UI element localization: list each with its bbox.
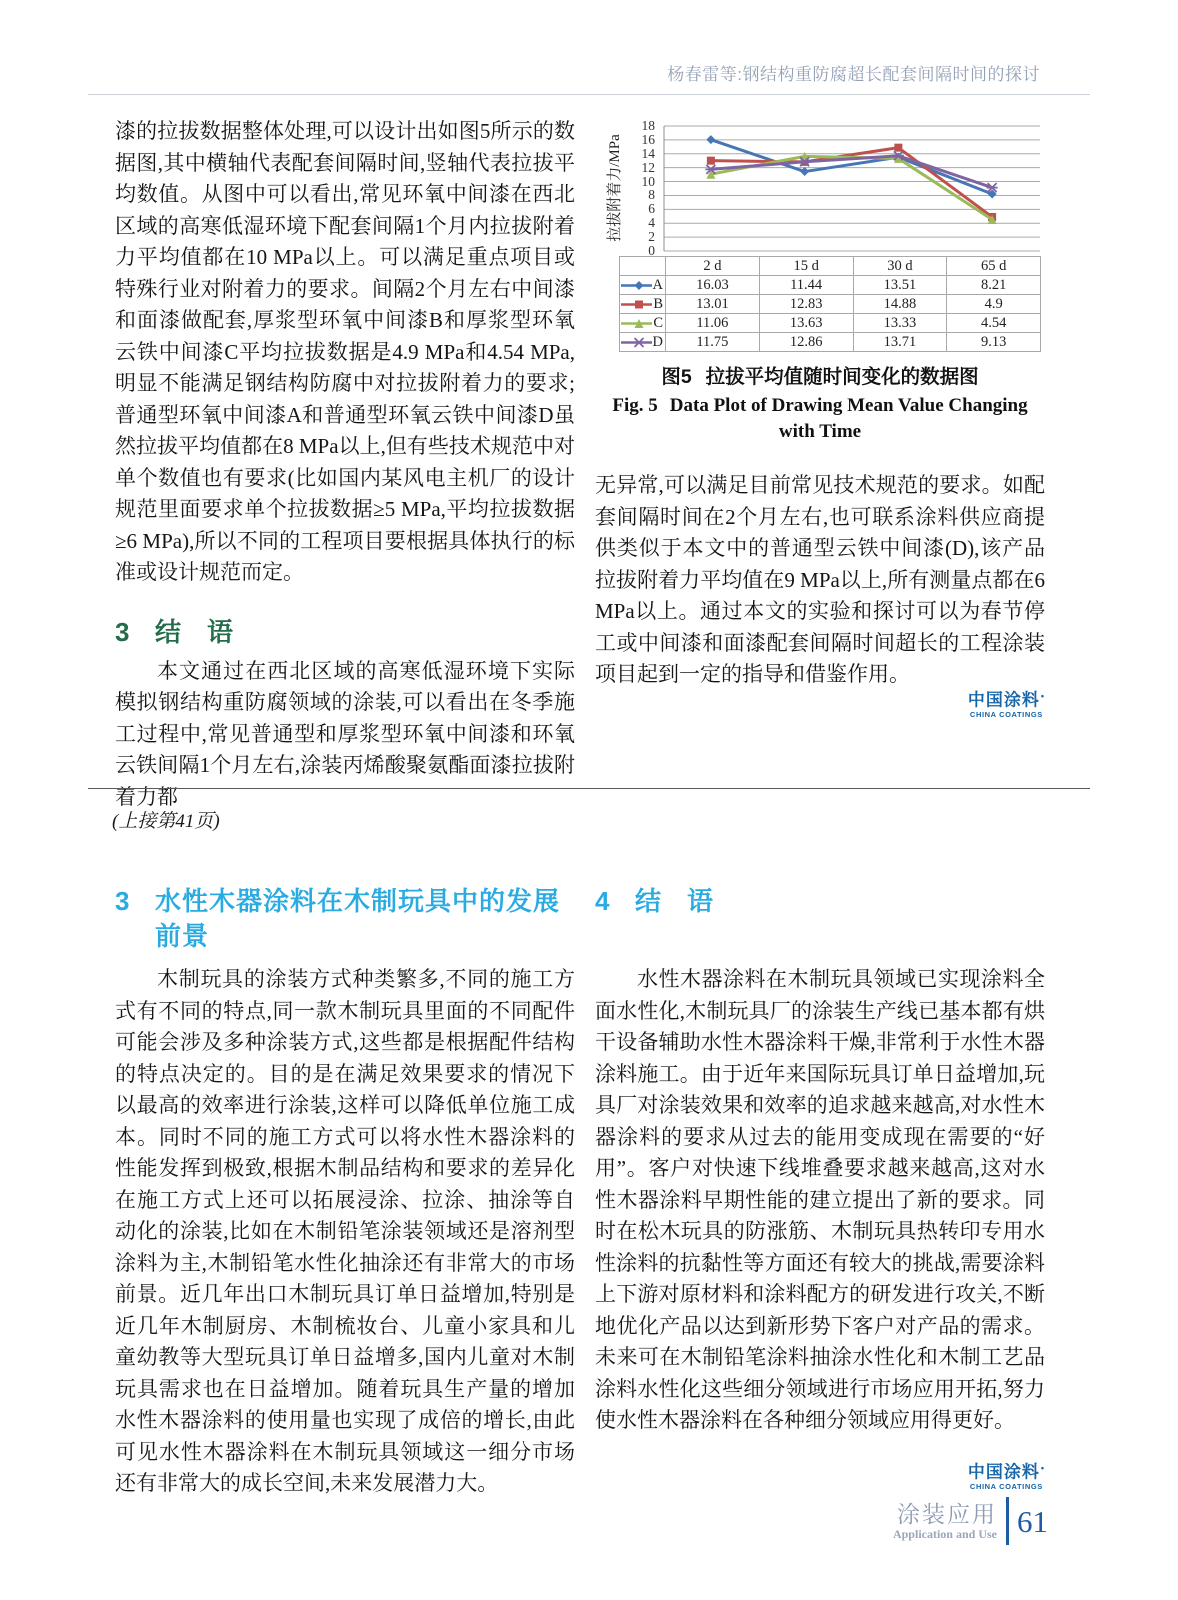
series-name: D — [652, 333, 663, 350]
value-cell: 4.54 — [947, 314, 1041, 333]
value-cell: 16.03 — [666, 276, 760, 295]
figure-caption-en-label: Fig. 5 — [612, 395, 658, 416]
value-cell: 13.63 — [759, 314, 853, 333]
journal-section-en: Application and Use — [892, 1527, 997, 1541]
legend-key-icon — [620, 279, 652, 292]
section-number: 3 — [115, 616, 130, 647]
heading-slot — [115, 884, 575, 964]
china-coatings-logo — [968, 687, 1045, 720]
legend-cell — [620, 314, 666, 333]
section-title: 结 语 — [155, 616, 234, 647]
logo-text-en: CHINA COATINGS — [969, 1482, 1043, 1492]
y-tick-label: 18 — [641, 118, 655, 133]
diamond-marker-icon — [706, 135, 715, 144]
body-paragraph: 水性木器涂料在木制玩具领域已实现涂料全面水性化,木制玩具厂的涂装生产线已基本都有烘干设备辅助水性木器涂料干燥,非常利于水性木器涂料施工。由于近年来国际玩具订单日益增加,玩具厂对涂装效果和效率的追求越来越高,对水性木器涂料的要求从过去的能用变成现在需要的“好用”。客户对快速下线堆叠要求越来越高,这对水性木器涂料早期性能的建立提出了新的要求。同时在松木玩具的防涨筋、木制玩具热转印专用水性涂料的抗黏性等方面还有较大的挑战,需要涂料上下游对原材料和涂料配方的研发进行攻关,不断地优化产品以达到新形势下客户对产品的需求。未来可在木制铅笔涂料抽涂水性化和木制工艺品涂料水性化这些细分领域进行市场应用开拓,努力使水性木器涂料在各种细分领域应用得更好。 — [595, 967, 1045, 1432]
figure-caption-cn — [595, 361, 1045, 389]
y-tick-label: 4 — [648, 215, 655, 231]
figure-caption-cn-label: 图5 — [661, 366, 692, 388]
legend-key-icon — [620, 336, 652, 349]
page-footer — [893, 1497, 1048, 1545]
journal-section-cn: 涂装应用 — [897, 1501, 997, 1527]
section-title: 水性木器涂料在木制玩具中的发展前景 — [155, 886, 561, 951]
square-marker-icon — [707, 157, 715, 165]
chart-y-axis-label: 拉拔附着力/MPa — [607, 134, 623, 242]
square-marker-icon — [635, 300, 643, 308]
value-cell: 12.86 — [759, 333, 853, 352]
value-cell: 11.06 — [666, 314, 760, 333]
body-paragraph: 无异常,可以满足目前常见技术规范的要求。如配套间隔时间在2个月左右,也可联系涂料供应商提供类似于本文中的普通型云铁中间漆(D),该产品拉拔附着力平均值在9 MPa以上,所有测量点都在6 MPa以上。通过本文的实验和探讨可以为春节停工或中间漆和面漆配套间隔时间超长的工程涂装项目起到一定的指导和借鉴作用。 — [595, 473, 1045, 686]
legend-key-icon — [620, 317, 652, 330]
value-cell: 11.44 — [759, 276, 853, 295]
value-cell: 13.51 — [853, 276, 947, 295]
chart-plot — [661, 116, 1041, 256]
section-heading-conclusion — [115, 614, 575, 650]
y-tick-label: 8 — [648, 187, 655, 203]
value-cell: 13.71 — [853, 333, 947, 352]
series-name: A — [652, 276, 663, 293]
article1-left-column — [115, 116, 575, 813]
value-cell: 8.21 — [947, 276, 1041, 295]
header-divider — [88, 94, 1090, 95]
figure5-chart — [595, 116, 1045, 256]
y-tick-label: 2 — [648, 229, 655, 245]
table-header-row — [620, 257, 1041, 276]
article2-right-column — [595, 884, 1045, 1494]
logo-mark-icon: • — [1040, 690, 1045, 701]
table-corner-cell — [620, 257, 666, 276]
table-row — [620, 276, 1041, 295]
value-cell: 4.9 — [947, 295, 1041, 314]
article2-left-column — [115, 884, 575, 1500]
heading-slot — [595, 884, 1045, 964]
legend-cell — [620, 333, 666, 352]
logo-mark-icon: • — [1040, 1462, 1045, 1473]
chart-y-axis-ticks — [631, 116, 658, 256]
x-marker-icon — [634, 338, 645, 347]
table-row — [620, 295, 1041, 314]
section-number: 3 — [115, 886, 130, 916]
value-cell: 13.01 — [666, 295, 760, 314]
body-paragraph: 木制玩具的涂装方式种类繁多,不同的施工方式有不同的特点,同一款木制玩具里面的不同配件可能会涉及多种涂装方式,这些都是根据配件结构的特点决定的。目的是在满足效果要求的情况下以最高的效率进行涂装,这样可以降低单位施工成本。同时不同的施工方式可以将水性木器涂料的性能发挥到极致,根据木制品结构和要求的差异化在施工方式上还可以拓展浸涂、拉涂、抽涂等自动化的涂装,比如在木制铅笔涂装领域还是溶剂型涂料为主,木制铅笔水性化抽涂还有非常大的市场前景。近几年出口木制玩具订单日益增加,特别是近几年木制厨房、木制梳妆台、儿童小家具和儿童幼教等大型玩具订单日益增多,国内儿童对木制玩具需求也在日益增加。随着玩具生产量的增加水性木器涂料的使用量也实现了成倍的增长,由此可见水性木器涂料在木制玩具领域这一细分市场还有非常大的成长空间,未来发展潜力大。 — [115, 967, 575, 1495]
value-cell: 14.88 — [853, 295, 947, 314]
logo-text-en: CHINA COATINGS — [969, 710, 1043, 720]
value-cell: 12.83 — [759, 295, 853, 314]
legend-key-icon — [620, 298, 652, 311]
y-tick-label: 10 — [641, 173, 655, 189]
y-tick-label: 6 — [648, 201, 655, 217]
y-tick-label: 0 — [648, 243, 655, 258]
table-row — [620, 314, 1041, 333]
footer-accent-bar — [1006, 1497, 1009, 1545]
china-coatings-logo — [968, 1459, 1045, 1492]
figure-caption-en — [595, 393, 1045, 445]
series-name: B — [653, 295, 663, 312]
logo-text-cn: 中国涂料• — [967, 1462, 1045, 1482]
legend-cell — [620, 295, 666, 314]
journal-section-name — [893, 1501, 997, 1541]
logo-text-cn: 中国涂料• — [967, 690, 1045, 710]
continued-from-note: (上接第41页) — [112, 811, 220, 832]
legend-cell — [620, 276, 666, 295]
chart-data-table — [619, 256, 1041, 352]
section-number: 4 — [595, 886, 610, 916]
diamond-marker-icon — [635, 281, 644, 290]
figure-caption-en-text: Data Plot of Drawing Mean Value Changing with Time — [669, 395, 1028, 442]
value-cell: 9.13 — [947, 333, 1041, 352]
value-cell: 11.75 — [666, 333, 760, 352]
y-tick-label: 12 — [641, 159, 655, 175]
series-name: C — [653, 314, 663, 331]
category-header-cell: 2 d — [666, 257, 760, 276]
section-heading-conclusion2 — [595, 884, 1045, 919]
section-heading-waterborne — [115, 884, 575, 954]
page-number: 61 — [1017, 1503, 1048, 1539]
category-header-cell: 30 d — [853, 257, 947, 276]
publisher-logo-row — [595, 687, 1045, 723]
table-row — [620, 333, 1041, 352]
value-cell: 13.33 — [853, 314, 947, 333]
square-marker-icon — [894, 144, 902, 152]
body-paragraph: 漆的拉拔数据整体处理,可以设计出如图5所示的数据图,其中横轴代表配套间隔时间,竖轴代表拉拔平均数值。从图中可以看出,常见环氧中间漆在西北区域的高寒低湿环境下配套间隔1个月内拉拔附着力平均值都在10 MPa以上。可以满足重点项目或特殊行业对附着力的要求。间隔2个月左右中间漆和面漆做配套,厚浆型环氧中间漆B和厚浆型环氧云铁中间漆C平均拉拔数据是4.9 MPa和4.54 MPa,明显不能满足钢结构防腐中对拉拔附着力的要求;普通型环氧中间漆A和普通型环氧云铁中间漆D虽然拉拔平均值都在8 MPa以上,但有些技术规范中对单个数值也有要求(比如国内某风电主机厂的设计规范里面要求单个拉拔数据≥5 MPa,平均拉拔数据≥6 MPa),所以不同的工程项目要根据具体执行的标准或设计规范而定。 — [115, 119, 575, 584]
running-header: 杨春雷等:钢结构重防腐超长配套间隔时间的探讨 — [667, 65, 1040, 84]
article-divider — [88, 788, 1090, 789]
article1-right-column — [595, 116, 1045, 722]
category-header-cell: 15 d — [759, 257, 853, 276]
section-title: 结 语 — [635, 886, 714, 916]
y-tick-label: 14 — [641, 145, 655, 161]
figure-caption-cn-text: 拉拔平均值随时间变化的数据图 — [705, 366, 979, 388]
y-tick-label: 16 — [641, 131, 655, 147]
diamond-marker-icon — [800, 167, 809, 176]
body-paragraph: 本文通过在西北区域的高寒低湿环境下实际模拟钢结构重防腐领域的涂装,可以看出在冬季施工过程中,常见普通型和厚浆型环氧中间漆和环氧云铁间隔1个月左右,涂装丙烯酸聚氨酯面漆拉拔附着力都 — [115, 658, 575, 809]
publisher-logo-row — [595, 1459, 1045, 1495]
category-header-cell: 65 d — [947, 257, 1041, 276]
